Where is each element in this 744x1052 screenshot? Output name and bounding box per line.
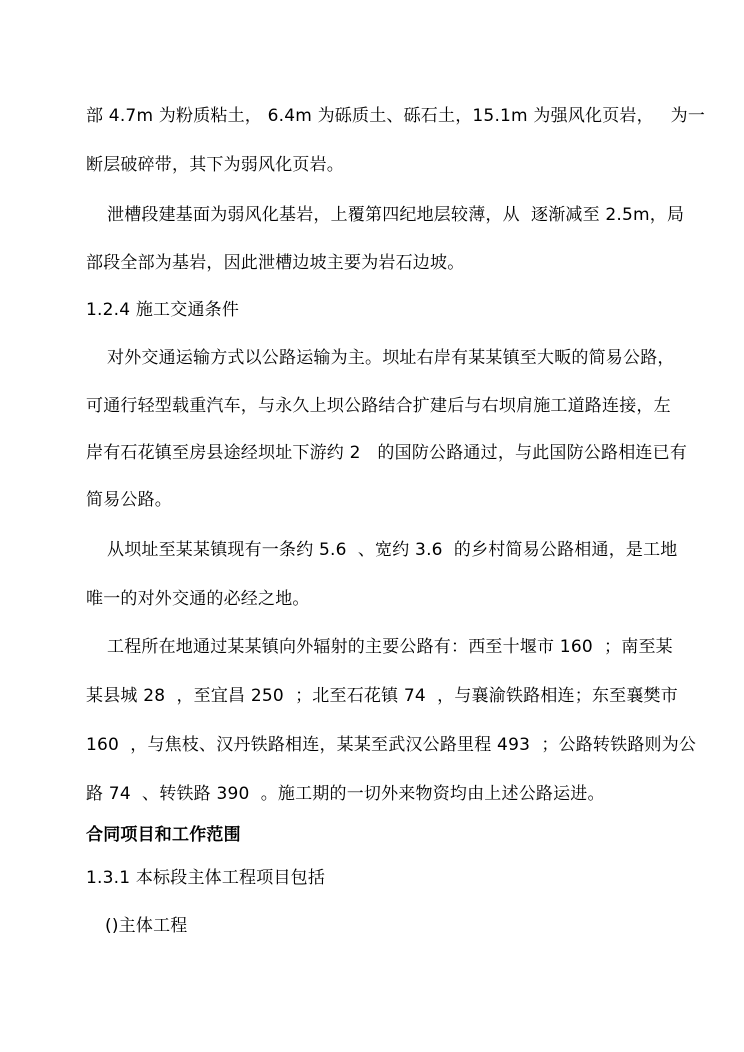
text-line: 部 4.7m 为粉质粘土， 6.4m 为砾质土、砾石土，15.1m 为强风化页岩， 为一 (86, 106, 706, 126)
text-line: 岸有石花镇至房县途经坝址下游约 2 的国防公路通过，与此国防公路相连已有 (86, 443, 688, 463)
text-line: 160 ，与焦枝、汉丹铁路相连，某某至武汉公路里程 493 ；公路转铁路则为公 (86, 735, 697, 755)
list-item: ()主体工程 (105, 916, 188, 936)
section-heading-bold: 合同项目和工作范围 (86, 825, 241, 845)
text-line: 部段全部为基岩，因此泄槽边坡主要为岩石边坡。 (86, 253, 465, 273)
text-line: 简易公路。 (86, 490, 172, 510)
text-line: 路 74 、转铁路 390 。施工期的一切外来物资均由上述公路运进。 (86, 784, 605, 804)
paragraph-start: 工程所在地通过某某镇向外辐射的主要公路有：西至十堰市 160 ；南至某 (107, 637, 673, 657)
subsection-heading: 1.3.1 本标段主体工程项目包括 (86, 868, 326, 888)
paragraph-start: 对外交通运输方式以公路运输为主。坝址右岸有某某镇至大畈的简易公路， (107, 348, 675, 368)
paragraph-start: 泄槽段建基面为弱风化基岩，上覆第四纪地层较薄，从 逐渐减至 2.5m，局 (107, 205, 685, 225)
paragraph-start: 从坝址至某某镇现有一条约 5.6 、宽约 3.6 的乡村简易公路相通，是工地 (107, 540, 678, 560)
text-line: 唯一的对外交通的必经之地。 (86, 589, 310, 609)
section-heading: 1.2.4 施工交通条件 (86, 300, 240, 320)
text-line: 某县城 28 ，至宜昌 250 ；北至石花镇 74 ，与襄渝铁路相连；东至襄樊市 (86, 686, 678, 706)
text-line: 可通行轻型载重汽车，与永久上坝公路结合扩建后与右坝肩施工道路连接，左 (86, 396, 671, 416)
text-line: 断层破碎带，其下为弱风化页岩。 (86, 155, 344, 175)
